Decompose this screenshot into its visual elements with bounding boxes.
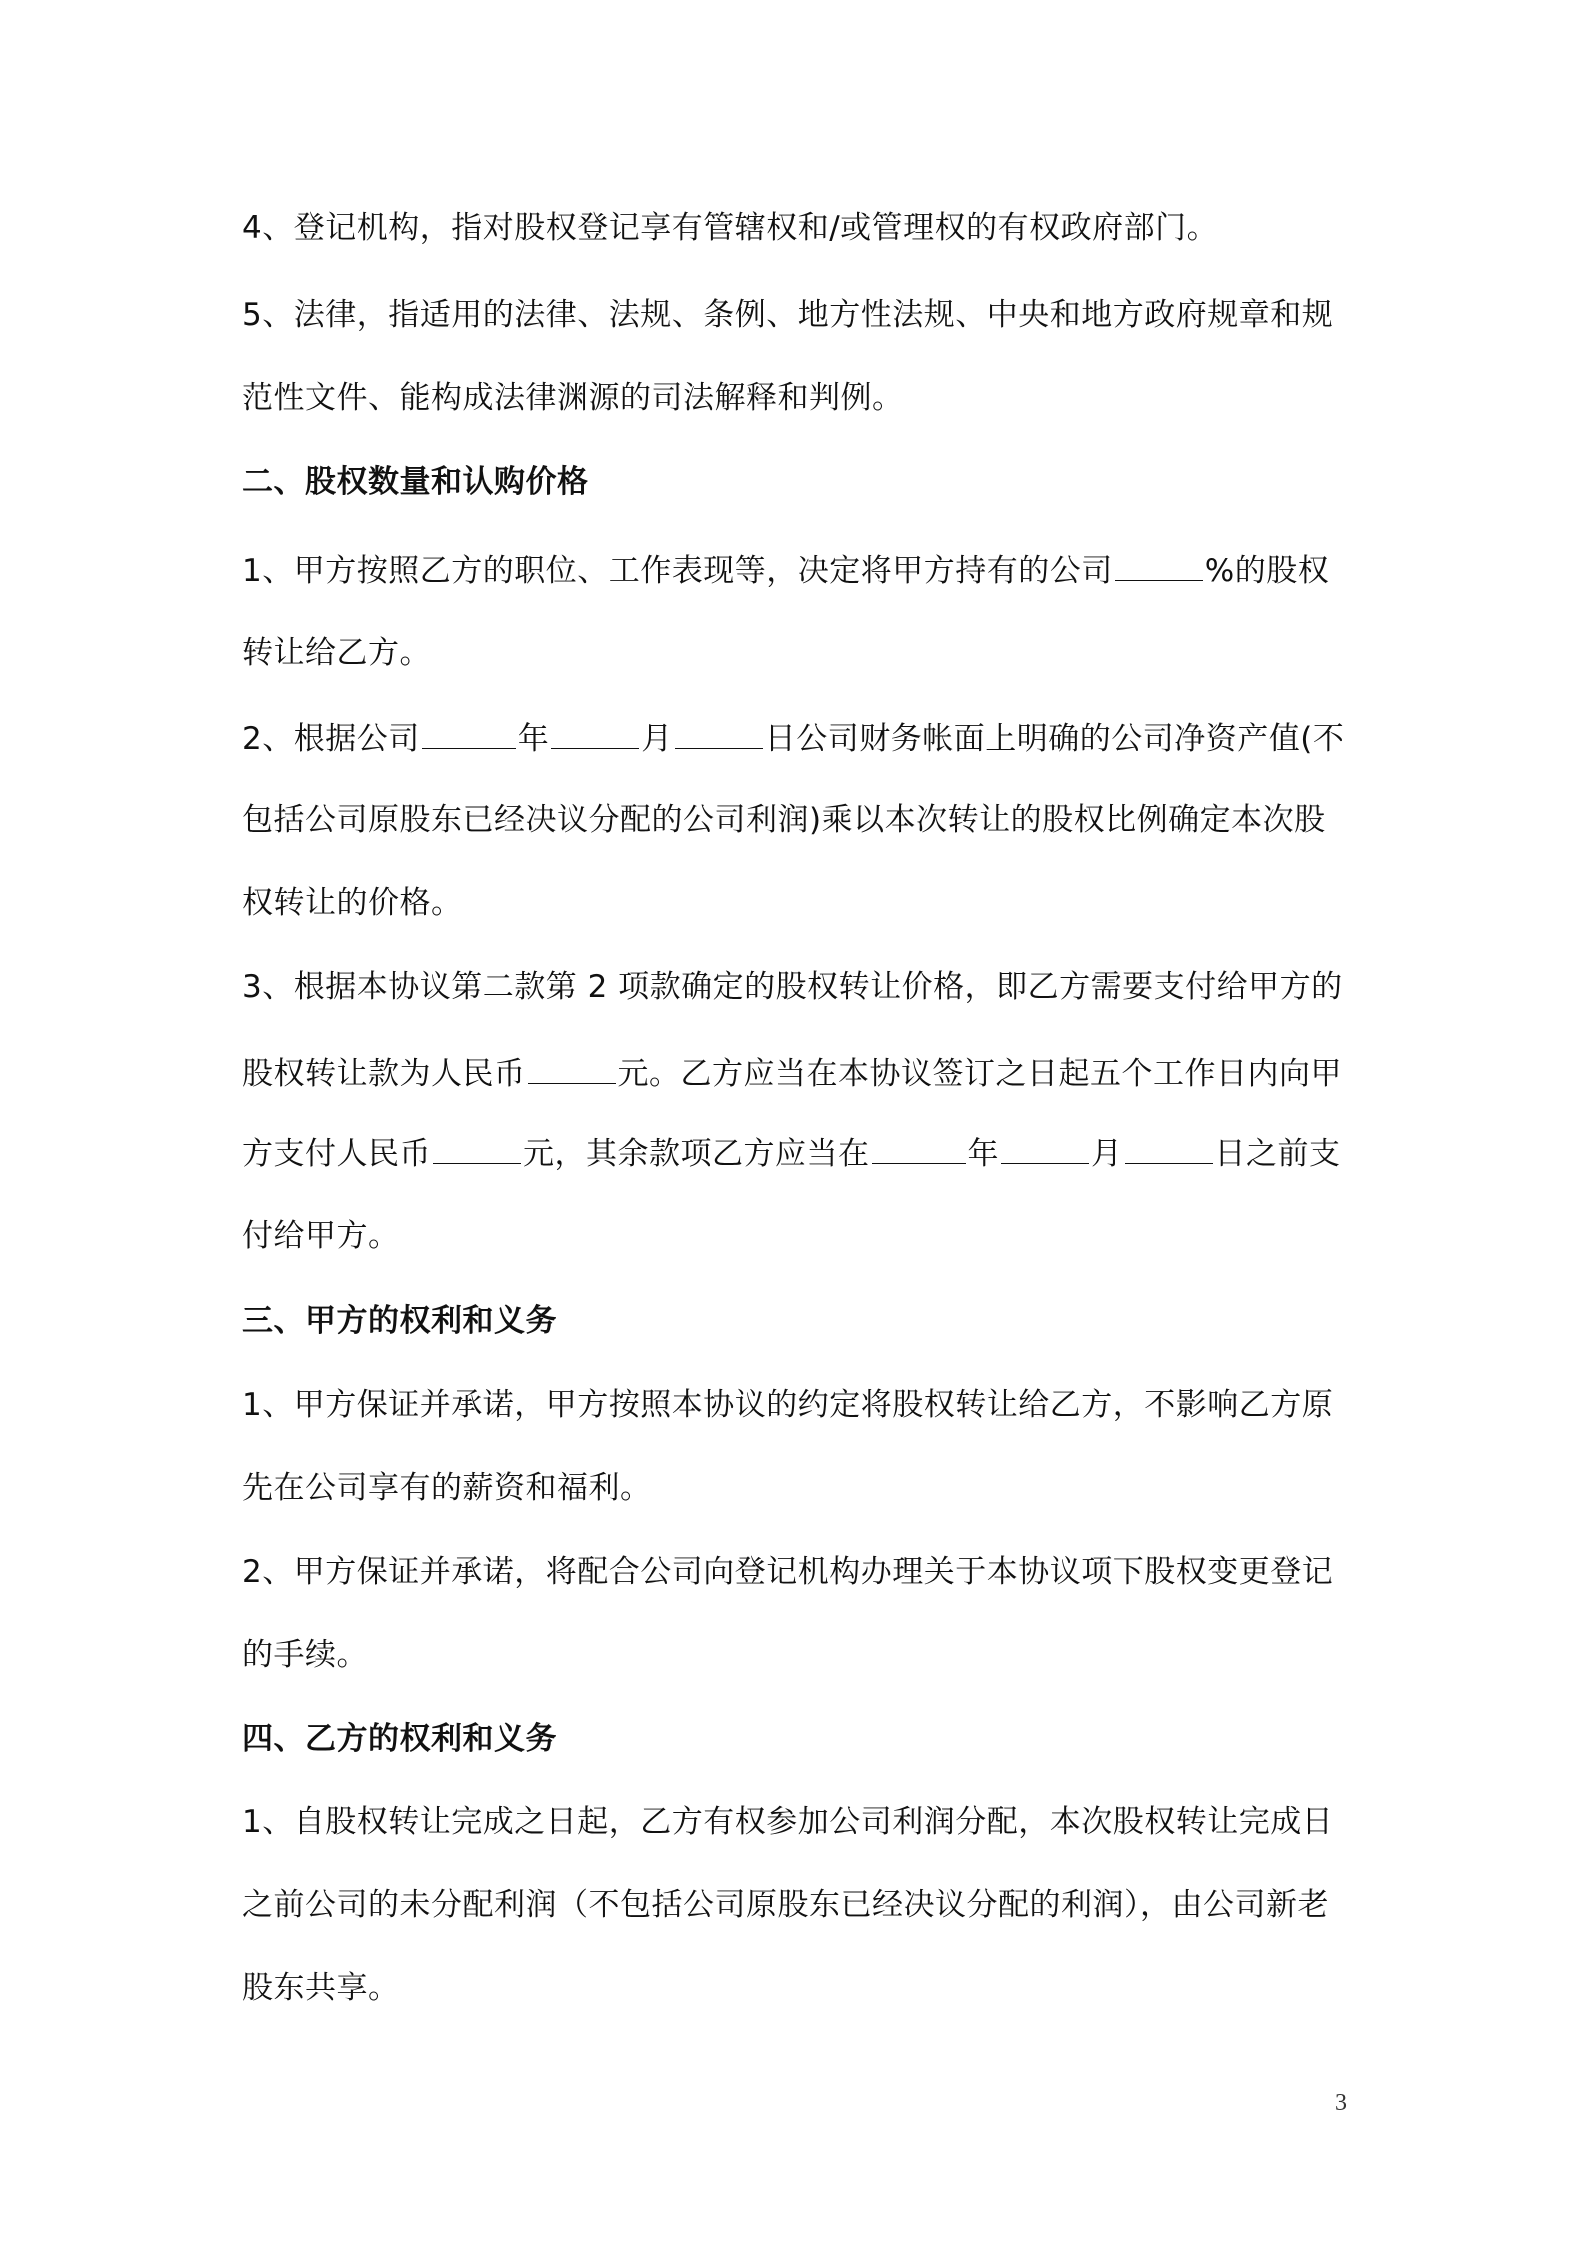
blank-field-due-month (1001, 1133, 1089, 1164)
blank-field-due-year (872, 1133, 966, 1164)
section-4-item-1-line-1: 1、自股权转让完成之日起，乙方有权参加公司利润分配，本次股权转让完成日 (242, 1804, 1334, 1840)
blank-field-due-day (1125, 1133, 1213, 1164)
section-2-item-2-line-2: 包括公司原股东已经决议分配的公司利润)乘以本次转让的股权比例确定本次股 (242, 802, 1326, 838)
section-4-item-1-line-2: 之前公司的未分配利润（不包括公司原股东已经决议分配的利润），由公司新老 (242, 1887, 1329, 1923)
section-4-item-1-line-3: 股东共享。 (242, 1970, 400, 2006)
section-4-heading: 四、乙方的权利和义务 (242, 1721, 557, 1757)
section-2-item-1-line-1: 1、甲方按照乙方的职位、工作表现等，决定将甲方持有的公司 %的股权 (242, 550, 1329, 591)
page-number: 3 (1335, 2090, 1347, 2116)
blank-field-day (675, 718, 763, 749)
section-3-item-1-line-1: 1、甲方保证并承诺，甲方按照本协议的约定将股权转让给乙方，不影响乙方原 (242, 1387, 1334, 1423)
section-2-item-3-line-3: 方支付人民币 元，其余款项乙方应当在 年 月 日之前支 (242, 1133, 1341, 1174)
section-2-item-3-line-2: 股权转让款为人民币 元。乙方应当在本协议签订之日起五个工作日内向甲 (242, 1053, 1342, 1094)
section-2-item-1-line-2: 转让给乙方。 (242, 635, 431, 671)
clause-4-registration-authority: 4、登记机构，指对股权登记享有管辖权和/或管理权的有权政府部门。 (242, 210, 1219, 246)
section-3-item-1-line-2: 先在公司享有的薪资和福利。 (242, 1470, 652, 1506)
clause-5-law-line-1: 5、法律，指适用的法律、法规、条例、地方性法规、中央和地方政府规章和规 (242, 297, 1334, 333)
blank-field-year (422, 718, 516, 749)
section-3-item-2-line-2: 的手续。 (242, 1637, 368, 1673)
clause-5-law-line-2: 范性文件、能构成法律渊源的司法解释和判例。 (242, 380, 904, 416)
section-2-item-2-line-1: 2、根据公司 年 月 日公司财务帐面上明确的公司净资产值(不 (242, 718, 1344, 759)
section-3-item-2-line-1: 2、甲方保证并承诺，将配合公司向登记机构办理关于本协议项下股权变更登记 (242, 1554, 1334, 1590)
blank-field-percent (1115, 550, 1203, 581)
blank-field-month (551, 718, 639, 749)
blank-field-first-payment (433, 1133, 521, 1164)
section-2-item-2-line-3: 权转让的价格。 (242, 885, 463, 921)
section-2-item-3-line-4: 付给甲方。 (242, 1218, 400, 1254)
section-2-item-3-line-1: 3、根据本协议第二款第 2 项款确定的股权转让价格，即乙方需要支付给甲方的 (242, 969, 1343, 1005)
blank-field-total-amount (528, 1053, 616, 1084)
section-2-heading: 二、股权数量和认购价格 (242, 464, 589, 500)
section-3-heading: 三、甲方的权利和义务 (242, 1303, 557, 1339)
